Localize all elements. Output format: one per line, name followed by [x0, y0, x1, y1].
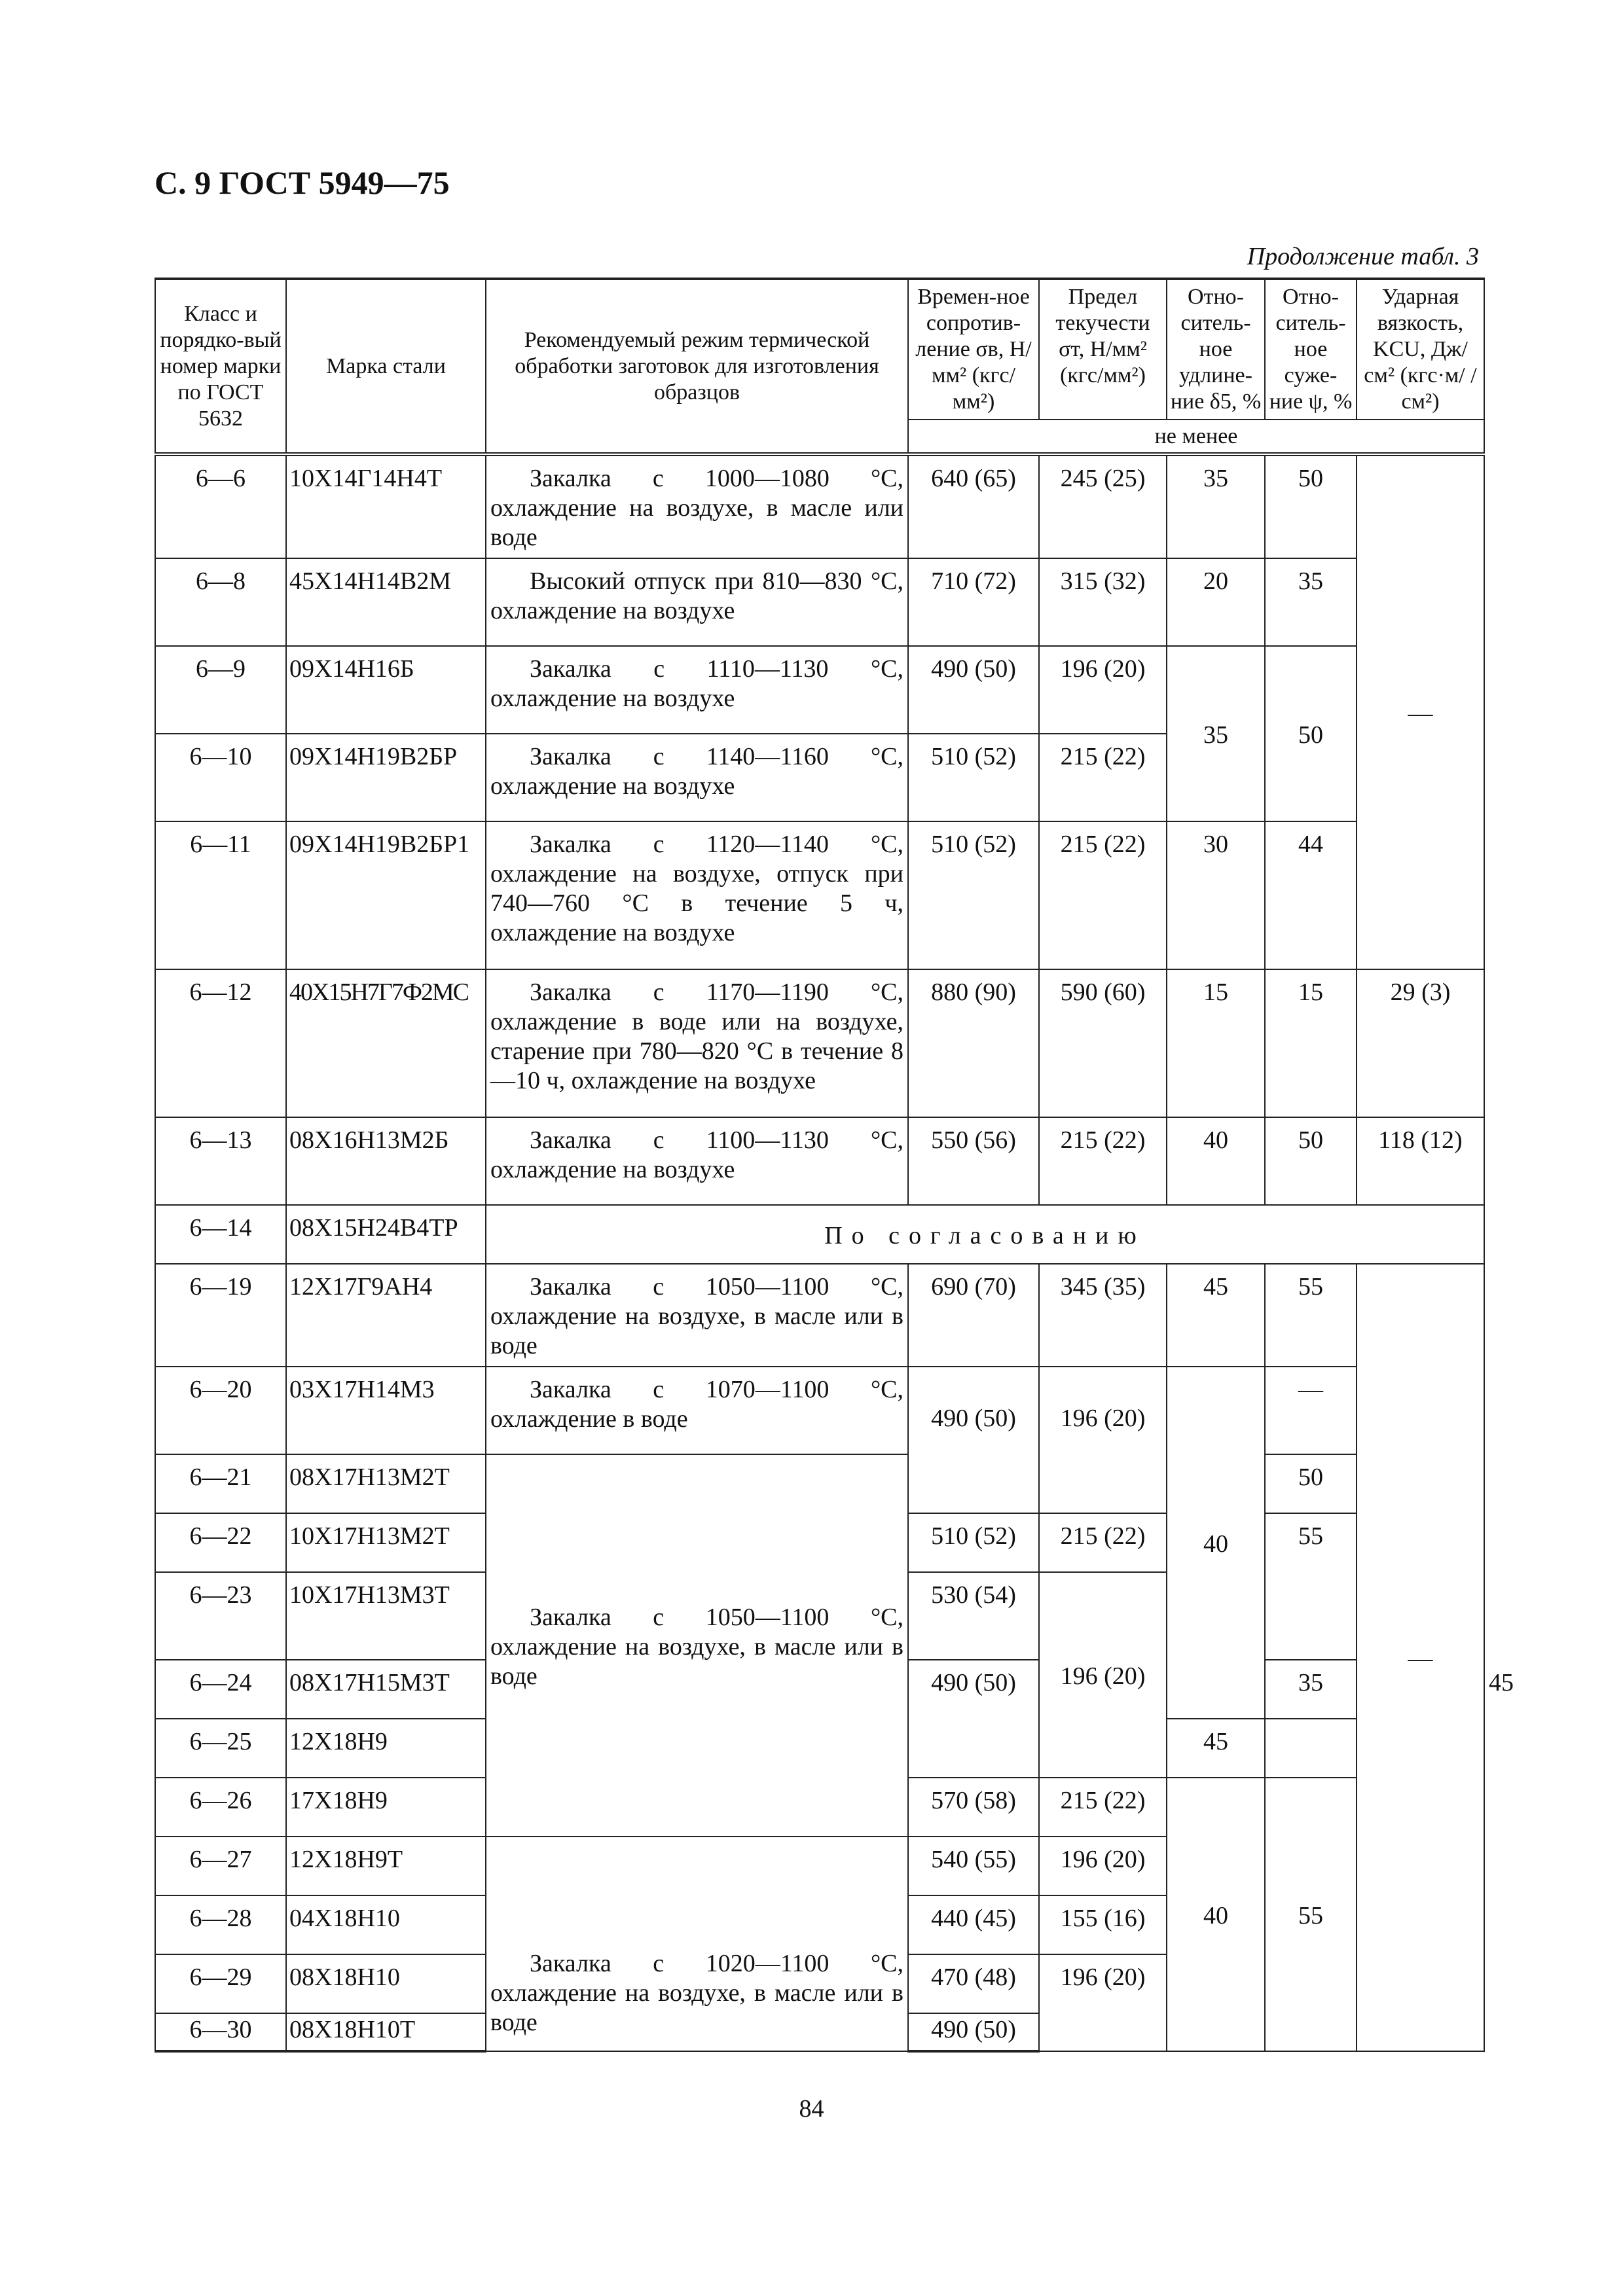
cell-class: 6—10 — [155, 734, 286, 821]
cell-elongation: 45 — [1167, 1264, 1265, 1367]
cell-mode: Закалка с 1100—1130 °С, охлаждение на воздухе — [486, 1117, 908, 1205]
cell-elongation: 35 — [1265, 1660, 1357, 1719]
cell-grade: 08Х18Н10 — [286, 1954, 486, 2013]
cell-yield: 196 (20) — [1039, 1572, 1167, 1778]
cell-reduction: 50 — [1265, 646, 1357, 821]
cell-class: 6—19 — [155, 1264, 286, 1367]
cell-elongation: 45 — [1167, 1719, 1265, 1778]
cell-class: 6—22 — [155, 1513, 286, 1572]
cell-grade: 45Х14Н14В2М — [286, 558, 486, 646]
cell-by-agreement: По согласованию — [486, 1205, 1484, 1264]
cell-reduction: 55 — [1265, 1513, 1357, 1660]
cell-grade: 08Х17Н15М3Т — [286, 1660, 486, 1719]
cell-elongation: 35 — [1167, 454, 1265, 558]
cell-class: 6—28 — [155, 1895, 286, 1954]
cell-grade: 12Х18Н9 — [286, 1719, 486, 1778]
cell-class: 6—30 — [155, 2013, 286, 2051]
cell-mode: Закалка с 1170—1190 °С, охлаждение в воде или на воздухе, старение при 780—820 °С в течение 8—10 ч, охлаждение на воздухе — [486, 969, 908, 1117]
cell-tensile: 510 (52) — [908, 734, 1039, 821]
col-header-grade: Марка стали — [286, 279, 486, 454]
col-header-tensile: Времен-ное сопротив-ление σв, Н/мм² (кгс/мм²) — [908, 279, 1039, 420]
cell-grade: 08Х15Н24В4ТР — [286, 1205, 486, 1264]
cell-tensile: 540 (55) — [908, 1837, 1039, 1895]
cell-grade: 08Х18Н10Т — [286, 2013, 486, 2051]
cell-yield: 196 (20) — [1039, 1837, 1167, 1895]
cell-grade: 10Х14Г14Н4Т — [286, 454, 486, 558]
table-row — [155, 646, 1484, 734]
cell-reduction: — — [1265, 1367, 1357, 1454]
cell-elongation: 40 — [1167, 1778, 1265, 2051]
cell-tensile: 550 (56) — [908, 1117, 1039, 1205]
cell-grade: 12Х18Н9Т — [286, 1837, 486, 1895]
not-less-label: не менее — [908, 420, 1484, 454]
cell-yield: 215 (22) — [1039, 1778, 1167, 1837]
cell-tensile: 570 (58) — [908, 1778, 1039, 1837]
cell-yield: 215 (22) — [1039, 1117, 1167, 1205]
table-row — [155, 1454, 1484, 1513]
cell-mode: Закалка с 1050—1100 °С, охлаждение на воздухе, в масле или в воде — [486, 1264, 908, 1367]
cell-mode: Закалка с 1000—1080 °С, охлаждение на воздухе, в масле или воде — [486, 454, 908, 558]
cell-tensile: 530 (54) — [908, 1572, 1039, 1660]
cell-tensile: 490 (50) — [908, 2013, 1039, 2051]
cell-tensile: 690 (70) — [908, 1264, 1039, 1367]
cell-grade: 09Х14Н19В2БР1 — [286, 821, 486, 969]
page-number: 84 — [799, 2095, 824, 2123]
cell-tensile: 640 (65) — [908, 454, 1039, 558]
cell-class: 6—9 — [155, 646, 286, 734]
col-header-reduction: Отно-ситель-ное суже-ние ψ, % — [1265, 279, 1357, 420]
cell-class: 6—25 — [155, 1719, 286, 1778]
cell-yield: 196 (20) — [1039, 1954, 1167, 2051]
cell-reduction: 44 — [1265, 821, 1357, 969]
cell-elongation: 40 — [1167, 1367, 1265, 1719]
col-header-mode: Рекомендуемый режим термической обработки заготовок для изготовления образцов — [486, 279, 908, 454]
cell-yield: 196 (20) — [1039, 646, 1167, 734]
cell-class: 6—13 — [155, 1117, 286, 1205]
col-header-yield: Предел текучести σт, Н/мм² (кгс/мм²) — [1039, 279, 1167, 420]
cell-mode: Закалка с 1110—1130 °С, охлаждение на воздухе — [486, 646, 908, 734]
cell-elongation: 20 — [1167, 558, 1265, 646]
cell-grade: 17Х18Н9 — [286, 1778, 486, 1837]
cell-yield: 155 (16) — [1039, 1895, 1167, 1954]
cell-grade: 04Х18Н10 — [286, 1895, 486, 1954]
cell-reduction: 35 — [1265, 558, 1357, 646]
cell-grade: 12Х17Г9АН4 — [286, 1264, 486, 1367]
table-row — [155, 1367, 1484, 1454]
cell-yield: 215 (22) — [1039, 1513, 1167, 1572]
cell-tensile: 490 (50) — [908, 1367, 1039, 1513]
cell-grade: 10Х17Н13М2Т — [286, 1513, 486, 1572]
table-row: 6—24 08Х17Н15М3Т 490 (50) 35 45 — [155, 1660, 1484, 1719]
cell-reduction: 15 — [1265, 969, 1357, 1117]
table-row — [155, 821, 1484, 969]
cell-class: 6—20 — [155, 1367, 286, 1454]
cell-class: 6—12 — [155, 969, 286, 1117]
cell-impact: — — [1357, 1264, 1484, 2051]
col-header-impact: Ударная вязкость, KCU, Дж/см² (кгс·м/ /см²) — [1357, 279, 1484, 420]
col-header-elongation: Отно-ситель-ное удлине-ние δ5, % — [1167, 279, 1265, 420]
cell-tensile: 510 (52) — [908, 821, 1039, 969]
cell-class: 6—6 — [155, 454, 286, 558]
cell-tensile: 510 (52) — [908, 1513, 1039, 1572]
cell-class: 6—11 — [155, 821, 286, 969]
cell-grade: 09Х14Н16Б — [286, 646, 486, 734]
cell-yield: 590 (60) — [1039, 969, 1167, 1117]
cell-grade: 40Х15Н7Г7Ф2МС — [286, 969, 486, 1117]
cell-reduction: 55 — [1265, 1778, 1357, 2051]
cell-reduction: 50 — [1265, 1454, 1357, 1513]
table-row — [155, 454, 1484, 558]
cell-grade: 10Х17Н13М3Т — [286, 1572, 486, 1660]
cell-tensile: 440 (45) — [908, 1895, 1039, 1954]
cell-class: 6—24 — [155, 1660, 286, 1719]
cell-grade: 09Х14Н19В2БР — [286, 734, 486, 821]
cell-tensile: 470 (48) — [908, 1954, 1039, 2013]
cell-mode: Закалка с 1070—1100 °С, охлаждение в воде — [486, 1367, 908, 1454]
cell-elongation: 35 — [1167, 646, 1265, 821]
cell-yield: 215 (22) — [1039, 734, 1167, 821]
cell-tensile: 880 (90) — [908, 969, 1039, 1117]
cell-mode: Закалка с 1120—1140 °С, охлаждение на воздухе, отпуск при 740—760 °С в течение 5 ч, охлаждение на воздухе — [486, 821, 908, 969]
cell-impact: — — [1357, 454, 1484, 969]
table-row — [155, 1205, 1484, 1264]
cell-elongation: 30 — [1167, 821, 1265, 969]
cell-reduction: 55 — [1265, 1264, 1357, 1367]
col-header-class: Класс и порядко-вый номер марки по ГОСТ 5632 — [155, 279, 286, 454]
table-row — [155, 1117, 1484, 1205]
table-row — [155, 969, 1484, 1117]
cell-mode: Закалка с 1020—1100 °С, охлаждение на воздухе, в масле или в воде — [486, 1837, 908, 2051]
cell-reduction: 50 — [1265, 1117, 1357, 1205]
cell-impact: 118 (12) — [1357, 1117, 1484, 1205]
cell-class: 6—8 — [155, 558, 286, 646]
cell-yield: 315 (32) — [1039, 558, 1167, 646]
cell-yield: 345 (35) — [1039, 1264, 1167, 1367]
cell-class: 6—27 — [155, 1837, 286, 1895]
cell-grade: 08Х17Н13М2Т — [286, 1454, 486, 1513]
cell-class: 6—29 — [155, 1954, 286, 2013]
table-row — [155, 1264, 1484, 1367]
cell-tensile: 490 (50) — [908, 1660, 1039, 1778]
page-header: С. 9 ГОСТ 5949—75 — [155, 164, 450, 201]
cell-elongation: 15 — [1167, 969, 1265, 1117]
cell-mode: Закалка с 1050—1100 °С, охлаждение на воздухе, в масле или в воде — [486, 1454, 908, 1837]
cell-yield: 215 (22) — [1039, 821, 1167, 969]
cell-class: 6—26 — [155, 1778, 286, 1837]
cell-class: 6—21 — [155, 1454, 286, 1513]
cell-grade: 08Х16Н13М2Б — [286, 1117, 486, 1205]
cell-tensile: 490 (50) — [908, 646, 1039, 734]
table-row — [155, 558, 1484, 646]
steel-properties-table — [155, 278, 1514, 2053]
cell-class: 6—14 — [155, 1205, 286, 1264]
cell-elongation: 40 — [1167, 1117, 1265, 1205]
cell-class: 6—23 — [155, 1572, 286, 1660]
cell-mode: Высокий отпуск при 810—830 °С, охлаждение на воздухе — [486, 558, 908, 646]
cell-reduction: 50 — [1265, 454, 1357, 558]
cell-impact: 29 (3) — [1357, 969, 1484, 1117]
cell-tensile: 710 (72) — [908, 558, 1039, 646]
table-header-row — [155, 279, 1484, 420]
cell-grade: 03Х17Н14М3 — [286, 1367, 486, 1454]
cell-mode: Закалка с 1140—1160 °С, охлаждение на воздухе — [486, 734, 908, 821]
cell-yield: 245 (25) — [1039, 454, 1167, 558]
cell-yield: 196 (20) — [1039, 1367, 1167, 1513]
table-continuation-label: Продолжение табл. 3 — [1247, 243, 1479, 270]
